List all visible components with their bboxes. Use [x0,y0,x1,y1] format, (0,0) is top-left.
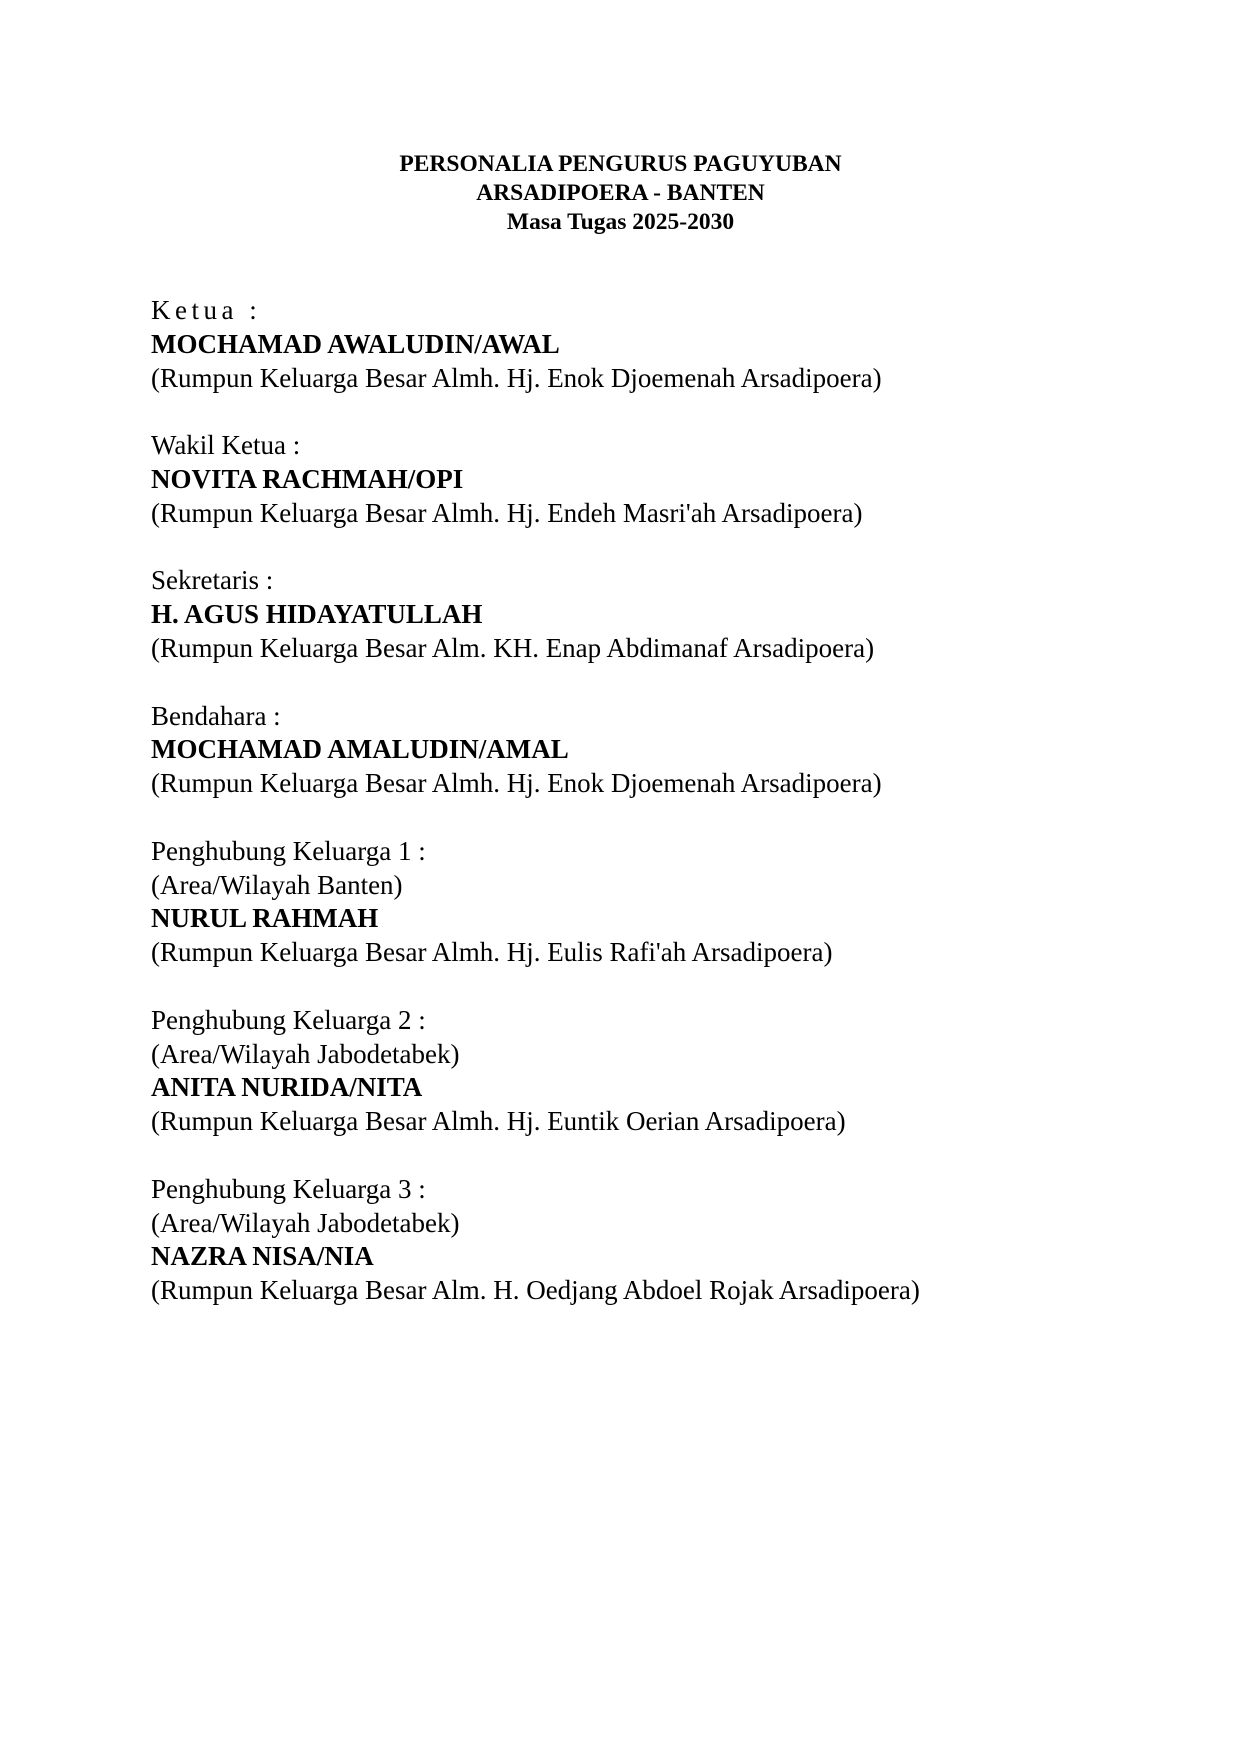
role-label: Ketua : [151,295,262,325]
role-label: Sekretaris : [151,565,274,596]
family-branch: (Rumpun Keluarga Besar Almh. Hj. Endeh Masri'ah Arsadipoera) [151,497,863,528]
personnel-list [151,294,1151,1342]
family-branch: (Rumpun Keluarga Besar Alm. KH. Enap Abdimanaf Arsadipoera) [151,632,875,663]
family-branch: (Rumpun Keluarga Besar Almh. Hj. Enok Djoemenah Arsadipoera) [151,362,882,393]
role-label: Penghubung Keluarga 3 : [151,1173,426,1204]
person-name: ANITA NURIDA/NITA [151,1072,423,1103]
section-wakil-ketua [151,429,1151,530]
section-penghubung-keluarga-2 [151,1004,1151,1139]
role-label: Wakil Ketua : [151,430,301,461]
family-branch: (Rumpun Keluarga Besar Almh. Hj. Eulis Rafi'ah Arsadipoera) [151,937,833,968]
area-label: (Area/Wilayah Jabodetabek) [151,1207,460,1238]
header-organization-line: ARSADIPOERA - BANTEN [476,180,765,206]
document-header [0,150,1241,237]
area-label: (Area/Wilayah Banten) [151,869,403,900]
person-name: NURUL RAHMAH [151,903,379,934]
family-branch: (Rumpun Keluarga Besar Almh. Hj. Euntik Oerian Arsadipoera) [151,1106,846,1137]
role-label: Penghubung Keluarga 2 : [151,1004,426,1035]
role-label: Penghubung Keluarga 1 : [151,835,426,866]
header-term-line: Masa Tugas 2025-2030 [506,209,735,235]
person-name: H. AGUS HIDAYATULLAH [151,599,483,630]
section-sekretaris [151,564,1151,665]
role-label: Bendahara : [151,700,281,731]
header-title-line: PERSONALIA PENGURUS PAGUYUBAN [399,151,842,177]
person-name: NAZRA NISA/NIA [151,1241,374,1272]
area-label: (Area/Wilayah Jabodetabek) [151,1038,460,1069]
section-penghubung-keluarga-3 [151,1173,1151,1308]
section-bendahara [151,700,1151,801]
person-name: MOCHAMAD AWALUDIN/AWAL [151,328,560,359]
section-penghubung-keluarga-1 [151,835,1151,970]
family-branch: (Rumpun Keluarga Besar Almh. Hj. Enok Djoemenah Arsadipoera) [151,768,882,799]
section-ketua [151,294,1151,395]
person-name: MOCHAMAD AMALUDIN/AMAL [151,734,569,765]
family-branch: (Rumpun Keluarga Besar Alm. H. Oedjang Abdoel Rojak Arsadipoera) [151,1275,920,1306]
person-name: NOVITA RACHMAH/OPI [151,463,464,494]
